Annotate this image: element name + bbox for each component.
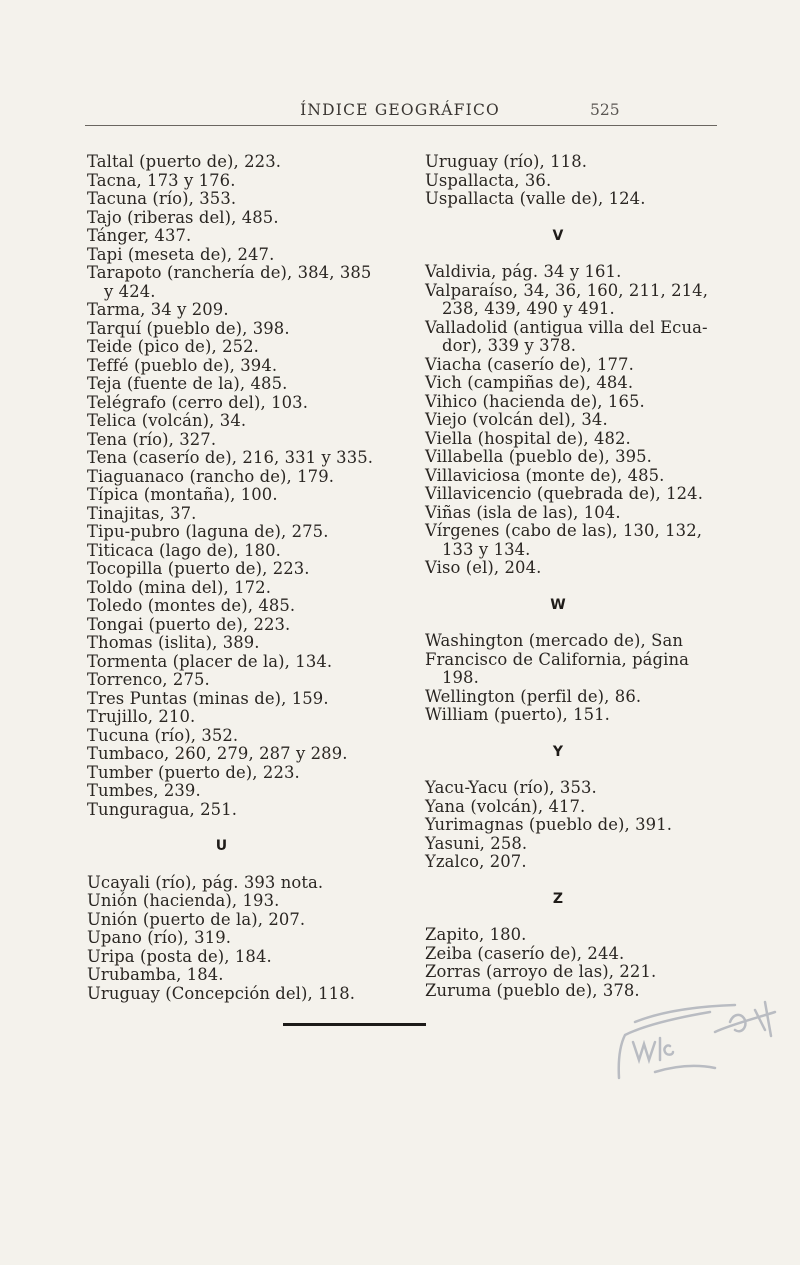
index-entry: Tinajitas, 37. xyxy=(87,503,197,523)
index-entry: 238, 439, 490 y 491. xyxy=(442,299,615,318)
index-entry: Yacu-Yacu (río), 353. xyxy=(425,778,597,797)
index-entry: Tarquí (pueblo de), 398. xyxy=(87,318,290,338)
index-entry: Telégrafo (cerro del), 103. xyxy=(87,392,309,412)
index-entry: Tajo (riberas del), 485. xyxy=(87,207,279,227)
index-entry: Teffé (pueblo de), 394. xyxy=(87,355,278,375)
index-entry: Uruguay (Concepción del), 118. xyxy=(87,983,356,1003)
index-entry: Yzalco, 207. xyxy=(425,852,527,871)
section-z-entries xyxy=(425,926,721,1000)
section-heading-z: Z xyxy=(552,890,564,907)
section-u-continued-entries xyxy=(425,153,721,209)
index-entry: Zuruma (pueblo de), 378. xyxy=(425,980,640,1000)
index-entry: Tipu-pubro (laguna de), 275. xyxy=(87,522,329,541)
index-entry: William (puerto), 151. xyxy=(425,705,610,724)
running-head-title: ÍNDICE GEOGRÁFICO xyxy=(300,101,500,119)
index-entry: Tumbaco, 260, 279, 287 y 289. xyxy=(87,744,348,763)
index-entry: Toldo (mina del), 172. xyxy=(87,577,272,597)
index-entry: Telica (volcán), 34. xyxy=(87,411,247,430)
index-entry: y 424. xyxy=(104,281,156,301)
index-entry: Zapito, 180. xyxy=(425,925,527,944)
index-entry: Upano (río), 319. xyxy=(87,928,232,947)
index-entry: Yasuni, 258. xyxy=(425,833,528,853)
index-entry: Tarma, 34 y 209. xyxy=(87,300,229,319)
index-entry: Valparaíso, 34, 36, 160, 211, 214, xyxy=(425,280,709,300)
index-entry: Tacna, 173 y 176. xyxy=(87,170,236,190)
header-rule xyxy=(85,125,717,126)
index-entry: Tarapoto (ranchería de), 384, 385 xyxy=(87,263,372,282)
index-entry: Tumber (puerto de), 223. xyxy=(87,762,300,782)
index-entry: dor), 339 y 378. xyxy=(442,336,577,355)
index-entry: Unión (hacienda), 193. xyxy=(87,891,280,910)
index-entry: Trujillo, 210. xyxy=(87,707,196,726)
index-entry: Tena (caserío de), 216, 331 y 335. xyxy=(87,448,374,467)
section-heading-v: V xyxy=(552,227,564,244)
index-entry: Yurimagnas (pueblo de), 391. xyxy=(425,815,673,834)
end-rule xyxy=(283,1023,426,1026)
index-column-right xyxy=(425,153,721,1000)
index-entry: Típica (montaña), 100. xyxy=(87,485,278,504)
section-heading-w: W xyxy=(550,596,566,613)
section-u-entries xyxy=(87,874,371,1004)
index-entry: Ucayali (río), pág. 393 nota. xyxy=(87,872,324,892)
index-entry: Unión (puerto de la), 207. xyxy=(87,909,306,929)
index-entry: Titicaca (lago de), 180. xyxy=(87,540,281,560)
index-entry: Viella (hospital de), 482. xyxy=(425,428,631,448)
index-entry: Tapi (meseta de), 247. xyxy=(87,244,275,264)
index-entry: Tormenta (placer de la), 134. xyxy=(87,651,333,671)
index-entry: Villaviciosa (monte de), 485. xyxy=(425,465,665,485)
index-entry: Tres Puntas (minas de), 159. xyxy=(87,688,329,708)
index-entry: Tumbes, 239. xyxy=(87,781,201,800)
index-entry: Torrenco, 275. xyxy=(87,670,210,689)
section-y-entries xyxy=(425,779,721,872)
index-entry: Urubamba, 184. xyxy=(87,965,224,984)
index-entry: Tucuna (río), 352. xyxy=(87,725,239,745)
index-entry: Viso (el), 204. xyxy=(425,558,542,577)
index-entry: Tongai (puerto de), 223. xyxy=(87,614,291,634)
index-entry: Tiaguanaco (rancho de), 179. xyxy=(87,466,335,486)
index-entry: Uspallacta (valle de), 124. xyxy=(425,189,646,208)
section-w-entries xyxy=(425,632,721,725)
page-number: 525 xyxy=(590,101,620,119)
section-v-entries xyxy=(425,263,721,578)
index-entry: Wellington (perfil de), 86. xyxy=(425,686,642,706)
index-entry: Uspallacta, 36. xyxy=(425,170,552,190)
index-entry: Thomas (islita), 389. xyxy=(87,633,260,652)
library-stamp-mark xyxy=(615,1000,780,1080)
index-entry: Francisco de California, página xyxy=(425,649,690,669)
index-entry: Teide (pico de), 252. xyxy=(87,337,259,356)
index-entry: Villavicencio (quebrada de), 124. xyxy=(425,484,704,503)
index-entry: Tánger, 437. xyxy=(87,226,192,245)
index-entry: Villabella (pueblo de), 395. xyxy=(425,447,652,466)
index-entry: Vich (campiñas de), 484. xyxy=(425,373,634,392)
index-entry: Valladolid (antigua villa del Ecua- xyxy=(425,317,708,337)
index-entry: Teja (fuente de la), 485. xyxy=(87,374,288,393)
index-entry: 133 y 134. xyxy=(442,539,531,559)
index-entry: Valdivia, pág. 34 y 161. xyxy=(425,262,622,281)
index-entry: Tocopilla (puerto de), 223. xyxy=(87,559,310,578)
index-entry: Zorras (arroyo de las), 221. xyxy=(425,962,657,981)
section-heading-y: Y xyxy=(552,743,564,760)
index-entry: Viñas (isla de las), 104. xyxy=(425,502,621,522)
section-t-entries xyxy=(87,152,374,819)
index-entry: Tena (río), 327. xyxy=(87,429,217,449)
section-heading-u: U xyxy=(215,838,228,854)
index-entry: Toledo (montes de), 485. xyxy=(87,596,296,615)
index-entry: 198. xyxy=(442,668,479,687)
index-entry: Vihico (hacienda de), 165. xyxy=(425,391,645,411)
index-entry: Taltal (puerto de), 223. xyxy=(87,152,282,171)
index-entry: Viacha (caserío de), 177. xyxy=(425,354,634,374)
index-entry: Yana (volcán), 417. xyxy=(425,796,586,816)
index-entry: Uruguay (río), 118. xyxy=(425,152,588,171)
index-entry: Tunguragua, 251. xyxy=(87,799,238,819)
index-entry: Zeiba (caserío de), 244. xyxy=(425,943,625,963)
index-entry: Tacuna (río), 353. xyxy=(87,189,237,208)
index-entry: Washington (mercado de), San xyxy=(425,631,684,650)
index-entry: Uripa (posta de), 184. xyxy=(87,946,272,966)
index-entry: Viejo (volcán del), 34. xyxy=(425,410,608,429)
index-entry: Vírgenes (cabo de las), 130, 132, xyxy=(425,521,703,540)
index-column-left xyxy=(87,152,374,1003)
